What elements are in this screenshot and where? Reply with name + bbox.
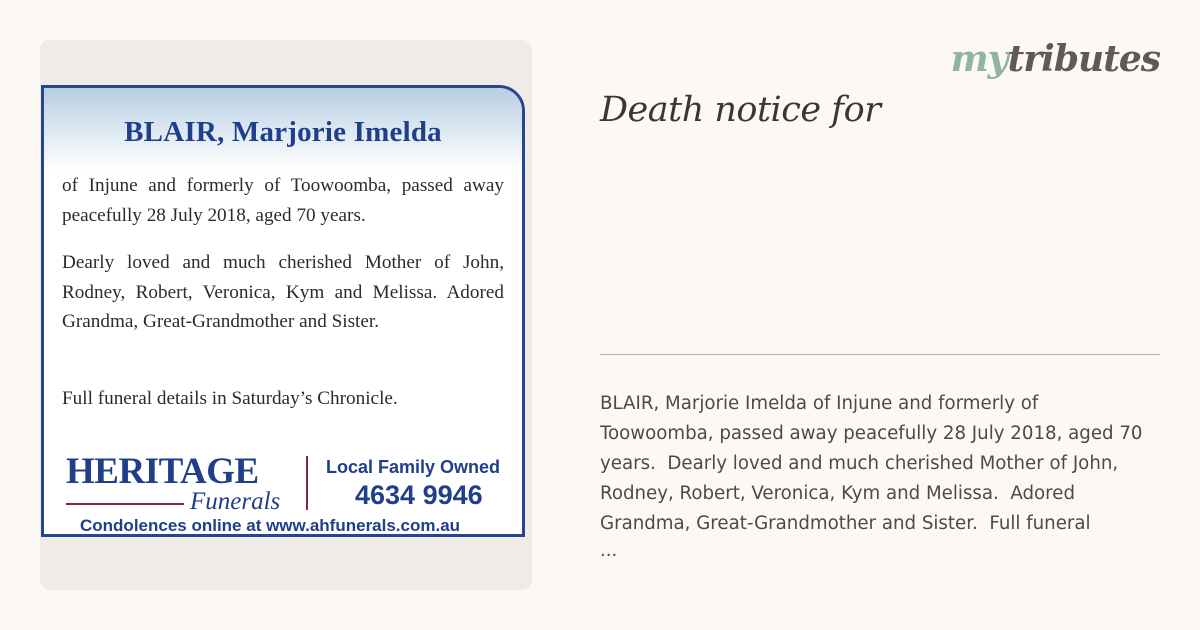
notice-paragraph-family: Dearly loved and much cherished Mother of John, Rodney, Robert, Veronica, Kym and Melissa. Adored Grandma, Great-Grandmother and Sister. xyxy=(62,252,504,332)
page-title: Death notice for xyxy=(600,90,881,130)
logo-funerals-text: Funerals xyxy=(190,488,281,515)
logo-divider xyxy=(306,456,308,510)
heritage-funerals-logo xyxy=(66,450,292,515)
notice-paragraph-funeral-details: Full funeral details in Saturday’s Chronicle. xyxy=(62,388,398,409)
death-notice-image xyxy=(41,85,525,537)
notice-summary-text: BLAIR, Marjorie Imelda of Injune and formerly of Toowoomba, passed away peacefully 28 July 2018, aged 70 years. Dearly loved and much cherished Mother of John, Rodney, Robert, Veronica, Kym and Melissa. Adored Grandma, Great-Grandmother and Sister. Full funeral xyxy=(600,393,1143,534)
logo-heritage-text: HERITAGE xyxy=(66,451,259,492)
notice-paragraph-residence: of Injune and formerly of Toowoomba, passed away peacefully 28 July 2018, aged 70 years. xyxy=(62,175,504,226)
condolences-online-text: Condolences online at www.ahfunerals.com.au xyxy=(80,516,461,535)
local-family-owned-text: Local Family Owned xyxy=(326,457,501,477)
logo-rule xyxy=(66,503,184,505)
brand-tributes: tributes xyxy=(1007,38,1160,80)
funeral-home-phone: 4634 9946 xyxy=(355,480,483,510)
mytributes-logo[interactable] xyxy=(951,38,1160,80)
summary-ellipsis: ... xyxy=(600,540,618,561)
section-divider xyxy=(600,354,1160,355)
brand-my: my xyxy=(950,38,1008,80)
notice-deceased-name: BLAIR, Marjorie Imelda xyxy=(124,116,442,148)
